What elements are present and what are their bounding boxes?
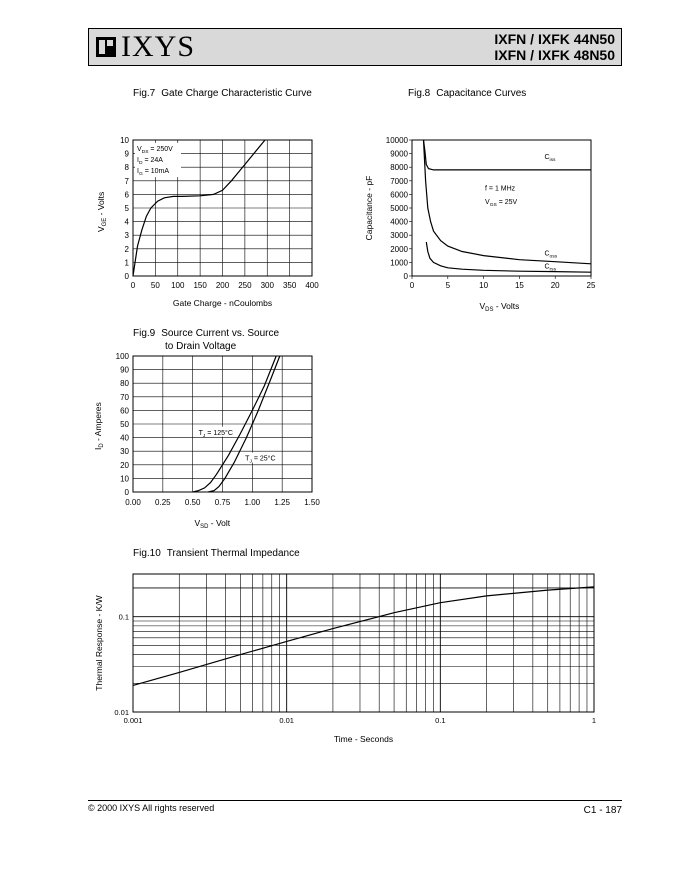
fig10-y-tick-label: 0.01 <box>114 708 129 717</box>
fig8-y-tick-label: 7000 <box>390 176 408 186</box>
footer-divider <box>88 800 622 801</box>
fig9-y-tick-label: 60 <box>120 406 129 416</box>
footer-page-number: C1 - 187 <box>583 805 622 816</box>
part-number-1: IXFN / IXFK 44N50 <box>494 31 615 47</box>
fig9-x-tick-label: 1.50 <box>304 498 320 507</box>
fig8-annotation-vgs: $V_{GS} = 25V$ <box>485 198 518 208</box>
fig8-ciss-label: $C_{iss}$ <box>544 154 556 164</box>
fig10-plot-frame <box>133 574 594 712</box>
fig10-y-tick-label: 0.1 <box>118 612 129 622</box>
fig7-y-tick-label: 9 <box>124 149 129 159</box>
fig8-y-tick-label: 6000 <box>390 190 408 200</box>
fig7-y-tick-label: 0 <box>124 272 129 281</box>
fig9-y-tick-label: 20 <box>120 460 129 470</box>
fig9-y-tick-label: 40 <box>120 433 129 443</box>
fig8-y-tick-label: 2000 <box>390 244 408 254</box>
fig7-x-tick-label: 250 <box>238 281 252 290</box>
fig9-y-tick-label: 10 <box>120 474 129 484</box>
fig9-y-tick-label: 80 <box>120 379 129 389</box>
fig8-y-axis-label: Capacitance - pF <box>364 175 374 241</box>
fig9-y-tick-label: 70 <box>120 392 129 402</box>
fig9-x-tick-label: 0.75 <box>214 498 231 507</box>
fig9-y-tick-label: 100 <box>115 352 129 361</box>
fig7-y-tick-label: 8 <box>124 163 129 173</box>
fig7-x-tick-label: 200 <box>215 281 230 290</box>
fig8-plot-frame <box>412 140 591 276</box>
fig7-number: Fig.7 <box>133 88 156 99</box>
fig8-coss-label: $C_{oss}$ <box>544 250 558 260</box>
fig9-y-axis-label: $I_D$ - Amperes <box>93 402 105 450</box>
fig7-annotation: $I_D = 24A$ <box>137 157 163 166</box>
fig8-x-tick-label: 25 <box>586 281 596 290</box>
fig8-crss-label: $C_{rss}$ <box>544 263 557 273</box>
fig9-x-tick-label: 0.50 <box>184 498 201 507</box>
fig8-series-crss <box>426 242 591 272</box>
fig7-x-tick-label: 150 <box>193 281 207 290</box>
fig8-y-tick-label: 8000 <box>390 163 408 173</box>
fig9-x-axis-label: $V_{SD}$ - Volt <box>194 518 231 530</box>
brand-name: IXYS <box>121 30 196 63</box>
fig9-caption-line1: Source Current vs. Source <box>161 328 280 339</box>
footer-copyright: © 2000 IXYS All rights reserved <box>88 803 215 813</box>
fig7-y-axis-label: $V_{GE}$ - Volts <box>96 191 108 232</box>
fig7-annotation: $I_G = 10mA$ <box>137 168 170 177</box>
fig9-y-tick-label: 30 <box>120 447 129 457</box>
fig8-y-tick-label: 10000 <box>385 136 408 145</box>
fig7-y-tick-label: 5 <box>124 204 129 213</box>
fig7-x-tick-label: 400 <box>305 281 319 290</box>
fig8-y-tick-label: 0 <box>403 272 408 281</box>
fig8-y-tick-label: 9000 <box>390 149 408 159</box>
fig7-x-tick-label: 300 <box>260 281 274 290</box>
fig8-x-axis-label: $V_{DS}$ - Volts <box>479 301 520 313</box>
fig8-x-tick-label: 0 <box>409 281 415 290</box>
fig9-x-tick-label: 0.25 <box>155 498 171 507</box>
fig7-y-tick-label: 7 <box>124 176 129 186</box>
fig7-x-tick-label: 50 <box>150 281 160 290</box>
fig7-y-tick-label: 3 <box>124 231 129 241</box>
fig10-x-tick-label: 0.01 <box>279 716 294 725</box>
fig8-y-tick-label: 1000 <box>390 258 408 268</box>
fig9-label-125c: $T_J = 125^\circ C$ <box>198 429 233 439</box>
fig9-number: Fig.9 <box>133 328 156 339</box>
fig7-y-tick-label: 1 <box>124 258 129 268</box>
fig8-annotation-freq: f = 1 MHz <box>485 185 516 193</box>
fig10-x-tick-label: 1 <box>591 716 597 725</box>
fig9-caption-line2: to Drain Voltage <box>165 341 237 352</box>
fig9-x-tick-label: 1.25 <box>274 498 290 507</box>
fig7-x-tick-label: 100 <box>171 281 185 290</box>
fig10-x-tick-label: 0.001 <box>123 716 143 725</box>
fig10-y-axis-label: Thermal Response - K/W <box>94 595 104 691</box>
fig9-label-25c: $T_J = 25^\circ C$ <box>245 455 276 465</box>
fig10-series-line <box>133 587 594 686</box>
fig7-caption: Gate Charge Characteristic Curve <box>161 88 312 99</box>
fig10-number: Fig.10 <box>133 548 161 559</box>
fig8-y-tick-label: 4000 <box>390 217 408 227</box>
fig7-annotation: $V_{DS} = 250V$ <box>137 146 173 155</box>
fig10-x-axis-label: Time - Seconds <box>333 734 394 744</box>
fig7-y-tick-label: 6 <box>124 190 129 200</box>
fig8-x-tick-label: 15 <box>514 281 524 290</box>
fig8-x-tick-label: 5 <box>445 281 451 290</box>
fig8-number: Fig.8 <box>408 88 431 99</box>
fig8-x-tick-label: 10 <box>479 281 489 290</box>
fig10-caption: Transient Thermal Impedance <box>166 548 300 559</box>
fig9-x-tick-label: 0.00 <box>125 498 141 507</box>
fig7-x-axis-label: Gate Charge - nCoulombs <box>172 298 273 308</box>
fig7-y-tick-label: 2 <box>124 244 129 254</box>
fig7-y-tick-label: 4 <box>124 217 129 227</box>
fig10-x-tick-label: 0.1 <box>435 716 446 725</box>
fig7-x-tick-label: 0 <box>130 281 136 290</box>
fig8-y-tick-label: 5000 <box>390 204 408 213</box>
part-number-2: IXFN / IXFK 48N50 <box>494 47 615 63</box>
fig8-y-tick-label: 3000 <box>390 231 408 241</box>
fig8-series-ciss <box>424 140 592 170</box>
fig8-x-tick-label: 20 <box>550 281 560 290</box>
fig9-y-tick-label: 0 <box>124 488 129 497</box>
fig9-y-tick-label: 50 <box>120 420 129 429</box>
fig7-x-tick-label: 350 <box>282 281 297 290</box>
fig9-x-tick-label: 1.00 <box>244 498 261 507</box>
fig7-y-tick-label: 10 <box>120 136 129 145</box>
fig8-caption: Capacitance Curves <box>436 88 527 99</box>
fig9-y-tick-label: 90 <box>120 365 129 375</box>
